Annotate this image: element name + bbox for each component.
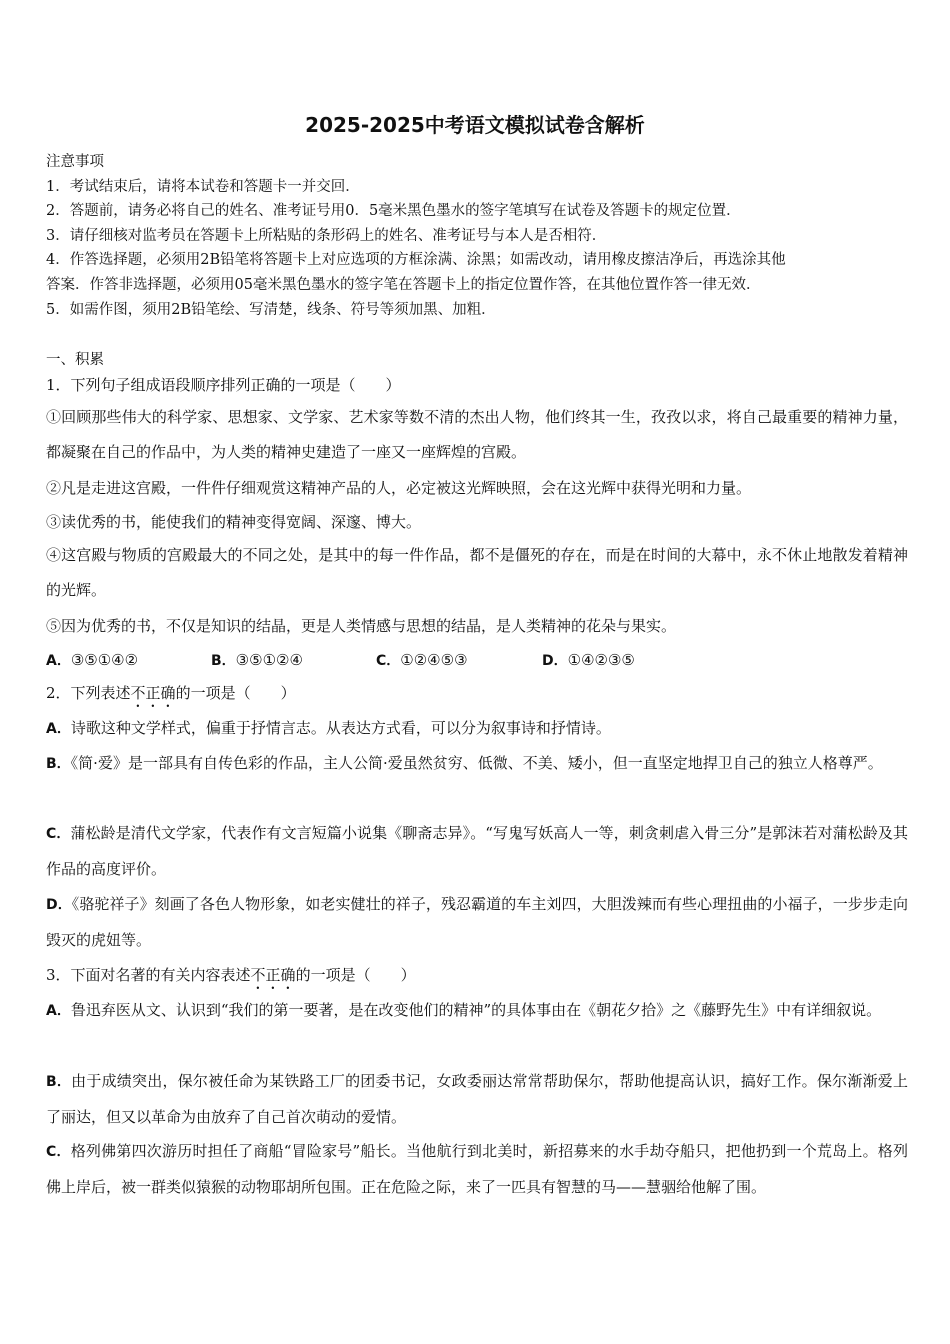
q1-choice-b[interactable] <box>211 648 303 673</box>
option-text: 格列佛第四次游历时担任了商船“冒险家号”船长。当他航行到北美时，新招募来的水手劫夺船只，把他扔到一个荒岛上。格列佛上岸后，被一群类似猿猴的动物耶胡所包围。正在危险之际，来了一匹具有智慧的马——慧骃给他解了围。 <box>46 1142 909 1196</box>
choice-label: B． <box>211 653 236 669</box>
choice-label: D． <box>542 653 568 669</box>
option-text: 鲁迅弃医从文、认识到“我们的第一要著，是在改变他们的精神”的具体事由在《朝花夕拾》之《藤野先生》中有详细叙说。 <box>70 1001 882 1019</box>
emphasis-text: 不正确 <box>130 684 176 702</box>
q1-sentence-5: ⑤因为优秀的书，不仅是知识的结晶，更是人类情感与思想的结晶，是人类精神的花朵与果实。 <box>46 617 677 635</box>
q2-option-d[interactable] <box>46 887 908 958</box>
q2-option-c[interactable] <box>46 816 908 887</box>
q3-option-b[interactable] <box>46 1064 908 1135</box>
question-3-stem <box>46 963 906 993</box>
notice-item: 4．作答选择题，必须用2B铅笔将答题卡上对应选项的方框涂满、涂黑；如需改动，请用橡皮擦洁净后，再选涂其他 <box>46 252 786 269</box>
option-label: C． <box>46 1144 71 1160</box>
notice-item: 3．请仔细核对监考员在答题卡上所粘贴的条形码上的姓名、准考证号与本人是否相符． <box>46 227 607 244</box>
q1-choice-a[interactable] <box>46 648 138 673</box>
question-1-stem: 1．下列句子组成语段顺序排列正确的一项是（ ） <box>46 376 401 394</box>
q1-sentence-4: ④这宫殿与物质的宫殿最大的不同之处，是其中的每一件作品，都不是僵死的存在，而是在时间的大幕中，永不休止地散发着精神的光辉。 <box>46 546 908 599</box>
option-label: B． <box>46 1074 72 1090</box>
q1-sentence-1: ①回顾那些伟大的科学家、思想家、文学家、艺术家等数不清的杰出人物，他们终其一生，孜孜以求，将自己最重要的精神力量，都凝聚在自己的作品中，为人类的精神史建造了一座又一座辉煌的宫殿。 <box>46 408 908 461</box>
notice-heading: 注意事项 <box>46 154 104 170</box>
option-label: C． <box>46 826 71 842</box>
question-2-stem <box>46 681 906 711</box>
option-text: 《简·爱》是一部具有自传色彩的作品，主人公简·爱虽然贫穷、低微、不美、矮小，但一直坚定地捍卫自己的独立人格尊严。 <box>70 754 883 772</box>
option-label: A． <box>46 1003 71 1019</box>
option-label: D． <box>46 897 72 913</box>
q2-option-a[interactable] <box>46 711 908 747</box>
notice-item: 2．答题前，请务必将自己的姓名、准考证号用0．5毫米黑色墨水的签字笔填写在试卷及答题卡的规定位置． <box>46 203 741 220</box>
stem-text: 3．下面对名著的有关内容表述 <box>46 966 251 984</box>
q3-option-c[interactable] <box>46 1134 908 1205</box>
option-text: 蒲松龄是清代文学家，代表作有文言短篇小说集《聊斋志异》。“写鬼写妖高人一等，刺贪刺虐入骨三分”是郭沫若对蒲松龄及其作品的高度评价。 <box>46 824 909 878</box>
choice-text: ①④②③⑤ <box>567 651 635 669</box>
notice-item: 5．如需作图，须用2B铅笔绘、写清楚，线条、符号等须加黑、加粗． <box>46 301 496 318</box>
option-text: 诗歌这种文学样式，偏重于抒情言志。从表达方式看，可以分为叙事诗和抒情诗。 <box>70 719 611 737</box>
notice-block <box>46 150 906 322</box>
q2-option-b[interactable] <box>46 746 908 782</box>
section-title: 一、积累 <box>46 352 104 368</box>
stem-text: 的一项是（ ） <box>295 966 416 984</box>
stem-text: 的一项是（ ） <box>175 684 296 702</box>
option-label: B． <box>46 756 71 772</box>
q1-sentence-3: ③读优秀的书，能使我们的精神变得宽阔、深邃、博大。 <box>46 513 422 531</box>
choice-label: A． <box>46 653 71 669</box>
option-text: 由于成绩突出，保尔被任命为某铁路工厂的团委书记，女政委丽达常常帮助保尔，帮助他提高认识，搞好工作。保尔渐渐爱上了丽达，但又以革命为由放弃了自己首次萌动的爱情。 <box>46 1072 909 1126</box>
choice-text: ③⑤①④② <box>70 651 139 669</box>
choice-text: ①②④⑤③ <box>400 651 468 669</box>
q1-choices <box>46 648 906 672</box>
q1-choice-d[interactable] <box>542 648 635 673</box>
stem-text: 2．下列表述 <box>46 684 131 702</box>
choice-text: ③⑤①②④ <box>235 651 303 669</box>
exam-title: 2025-2025中考语文模拟试卷含解析 <box>305 113 645 137</box>
notice-item: 答案．作答非选择题，必须用05毫米黑色墨水的签字笔在答题卡上的指定位置作答，在其他位置作答一律无效． <box>46 276 761 293</box>
q1-choice-c[interactable] <box>376 648 468 673</box>
notice-item: 1．考试结束后，请将本试卷和答题卡一并交回． <box>46 178 360 195</box>
option-text: 《骆驼祥子》刻画了各色人物形象，如老实健壮的祥子，残忍霸道的车主刘四，大胆泼辣而有些心理扭曲的小福子，一步步走向毁灭的虎妞等。 <box>46 895 908 949</box>
option-label: A． <box>46 721 71 737</box>
q3-option-a[interactable] <box>46 993 908 1029</box>
emphasis-text: 不正确 <box>250 966 296 984</box>
choice-label: C． <box>376 653 401 669</box>
q1-sentence-2: ②凡是走进这宫殿，一件件仔细观赏这精神产品的人，必定被这光辉映照，会在这光辉中获得光明和力量。 <box>46 479 752 497</box>
